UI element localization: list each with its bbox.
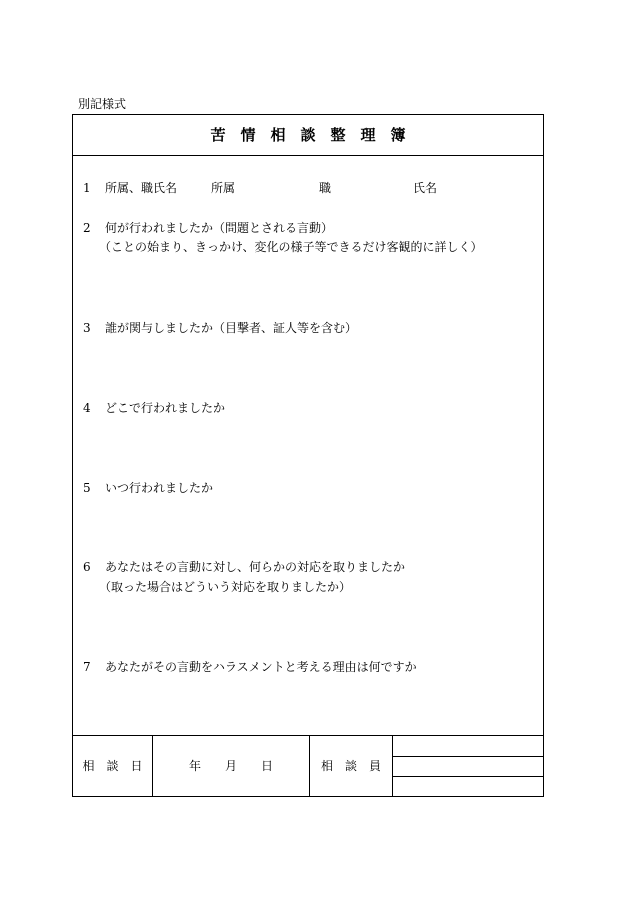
q1-position-label: 職 — [319, 181, 332, 195]
question-text: 誰が関与しましたか（目撃者、証人等を含む） — [105, 321, 358, 335]
question-number: 2 — [83, 221, 91, 235]
question-number: 4 — [83, 401, 91, 415]
question-number: 7 — [83, 660, 91, 674]
question-text: 何が行われましたか（問題とされる言動） — [105, 221, 334, 235]
question-6 — [83, 558, 405, 575]
question-6-note: （取った場合はどういう対応を取りましたか） — [99, 580, 352, 594]
question-3 — [83, 319, 357, 336]
question-2 — [83, 219, 333, 236]
consult-date-label: 相 談 日 — [73, 736, 153, 797]
form-title: 苦 情 相 談 整 理 簿 — [73, 115, 543, 156]
form-label: 別記様式 — [78, 97, 127, 111]
question-1 — [83, 179, 177, 196]
question-text: あなたがその言動をハラスメントと考える理由は何ですか — [105, 660, 417, 674]
complaint-record-form — [72, 114, 544, 797]
question-4 — [83, 399, 225, 416]
question-7 — [83, 658, 417, 675]
consult-date-field: 年 月 日 — [153, 736, 310, 797]
consultant-label: 相 談 員 — [310, 736, 393, 797]
question-number: 6 — [83, 560, 91, 574]
signature-line — [393, 776, 544, 777]
q1-affiliation-label: 所属 — [211, 181, 236, 195]
consultation-footer — [73, 735, 543, 797]
question-number: 3 — [83, 321, 91, 335]
question-text: どこで行われましたか — [105, 401, 226, 415]
question-number: 1 — [83, 181, 91, 195]
signature-line — [393, 756, 544, 757]
question-number: 5 — [83, 481, 91, 495]
question-text: あなたはその言動に対し、何らかの対応を取りましたか — [105, 560, 406, 574]
question-5 — [83, 479, 213, 496]
question-2-note: （ことの始まり、きっかけ、変化の様子等できるだけ客観的に詳しく） — [99, 240, 483, 254]
q1-name-label: 氏名 — [413, 181, 438, 195]
question-text: 所属、職氏名 — [105, 181, 178, 195]
consultant-signature-box — [393, 736, 544, 797]
question-text: いつ行われましたか — [105, 481, 214, 495]
